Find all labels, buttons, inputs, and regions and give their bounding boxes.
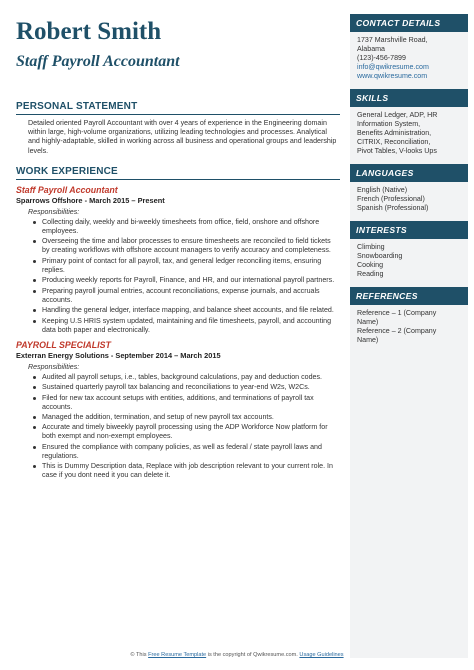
references-heading: REFERENCES xyxy=(350,287,468,305)
personal-statement-text: Detailed oriented Payroll Accountant with over 4 years of experience in the Engineering domain within large, high-volume organizations, utilizing leading technologies and processes. Analytical and highly-adaptable, skilled in working across all business and operational groups and leadership levels. xyxy=(28,119,337,155)
usage-guidelines-link[interactable]: Usage Guidelines xyxy=(299,652,344,658)
footer xyxy=(0,652,474,658)
list-item: Information System, xyxy=(357,120,421,128)
list-item: Preparing payroll journal entries, account reconciliations, expense journals, and accruals accounts. xyxy=(32,287,340,305)
list-item: This is Dummy Description data, Replace with job description relevant to your current role. In case if you dont need it you can delete it. xyxy=(32,462,340,480)
languages-heading: LANGUAGES xyxy=(350,164,468,182)
list-item: Name) xyxy=(357,318,379,326)
footer-text: © This xyxy=(130,652,149,658)
list-item: Primary point of contact for all payroll, tax, and general ledger reconciling items, ensuring replies. xyxy=(32,257,340,275)
list-item: General Ledger, ADP, HR xyxy=(357,111,438,119)
website-link[interactable]: www.qwikresume.com xyxy=(357,72,428,80)
languages-list xyxy=(350,182,468,221)
list-item: Filed for new tax account setups with entities, additions, and terminations of payroll tax accounts. xyxy=(32,394,340,412)
candidate-title: Staff Payroll Accountant xyxy=(16,53,180,70)
list-item: Collecting daily, weekly and bi-weekly timesheets from office, field, onshore and offshore employees. xyxy=(32,218,340,236)
list-item: Audited all payroll setups, i.e., tables, background calculations, pay and deduction codes. xyxy=(32,373,340,382)
list-item: Reference – 1 (Company xyxy=(357,309,437,317)
address-line: 1737 Marshville Road, xyxy=(357,36,428,44)
list-item: English (Native) xyxy=(357,186,408,194)
list-item: Overseeing the time and labor processes to ensure timesheets are reconciled to field tickets by creating workflows with offshore account managers to verify accuracy and completeness. xyxy=(32,237,340,255)
list-item: French (Professional) xyxy=(357,195,425,203)
contact-details xyxy=(350,32,468,89)
skills-list xyxy=(350,107,468,164)
phone-number: (123)-456-7899 xyxy=(357,54,406,62)
job-company: Exterran Energy Solutions - September 2014 – March 2015 xyxy=(16,350,221,360)
interests-heading: INTERESTS xyxy=(350,221,468,239)
list-item: Cooking xyxy=(357,261,384,269)
job-company: Sparrows Offshore - March 2015 – Present xyxy=(16,195,165,205)
job-title: PAYROLL SPECIALIST xyxy=(16,339,111,350)
address-line: Alabama xyxy=(357,45,385,53)
list-item: Climbing xyxy=(357,243,385,251)
personal-statement-heading: PERSONAL STATEMENT xyxy=(16,101,340,115)
candidate-name: Robert Smith xyxy=(16,18,162,45)
list-item: Benefits Administration, xyxy=(357,129,432,137)
sidebar xyxy=(350,14,468,658)
job-entry xyxy=(16,340,340,481)
list-item: Snowboarding xyxy=(357,252,403,260)
list-item: Reading xyxy=(357,270,384,278)
email-link[interactable]: info@qwikresume.com xyxy=(357,63,429,71)
list-item: Keeping U.S HRIS system updated, maintaining and file timesheets, payroll, and accounting data both paper and electronically. xyxy=(32,317,340,335)
list-item: Ensured the compliance with company policies, as well as federal / state payroll laws and regulations. xyxy=(32,443,340,461)
responsibilities-label: Responsibilities: xyxy=(28,207,80,216)
list-item: Spanish (Professional) xyxy=(357,204,429,212)
list-item: Sustained quarterly payroll tax balancing and reconciliations to year-end W2s, W2Cs. xyxy=(32,383,340,392)
responsibility-list xyxy=(16,373,340,481)
list-item: Pivot Tables, V-looks Ups xyxy=(357,147,437,155)
list-item: Producing weekly reports for Payroll, Finance, and HR, and our international payroll partners. xyxy=(32,276,340,285)
list-item: Handling the general ledger, interface mapping, and balance sheet accounts, and file related. xyxy=(32,306,340,315)
list-item: Reference – 2 (Company xyxy=(357,327,437,335)
references-list xyxy=(350,305,468,353)
free-resume-template-link[interactable]: Free Resume Template xyxy=(148,652,207,658)
list-item: Accurate and timely biweekly payroll processing using the ADP Workforce Now platform for both exempt and non-exempt employees. xyxy=(32,423,340,441)
list-item: Managed the addition, termination, and setup of new payroll tax accounts. xyxy=(32,413,340,422)
contact-heading: CONTACT DETAILS xyxy=(350,14,468,32)
list-item: Name) xyxy=(357,336,379,344)
main-column xyxy=(16,101,340,482)
responsibility-list xyxy=(16,218,340,335)
work-experience-heading: WORK EXPERIENCE xyxy=(16,166,340,180)
responsibilities-label: Responsibilities: xyxy=(28,362,80,371)
interests-list xyxy=(350,239,468,287)
footer-text: is the copyright of Qwikresume.com. xyxy=(206,652,300,658)
job-title: Staff Payroll Accountant xyxy=(16,184,118,195)
job-entry xyxy=(16,185,340,335)
list-item: CITRIX, Reconciliation, xyxy=(357,138,431,146)
skills-heading: SKILLS xyxy=(350,89,468,107)
